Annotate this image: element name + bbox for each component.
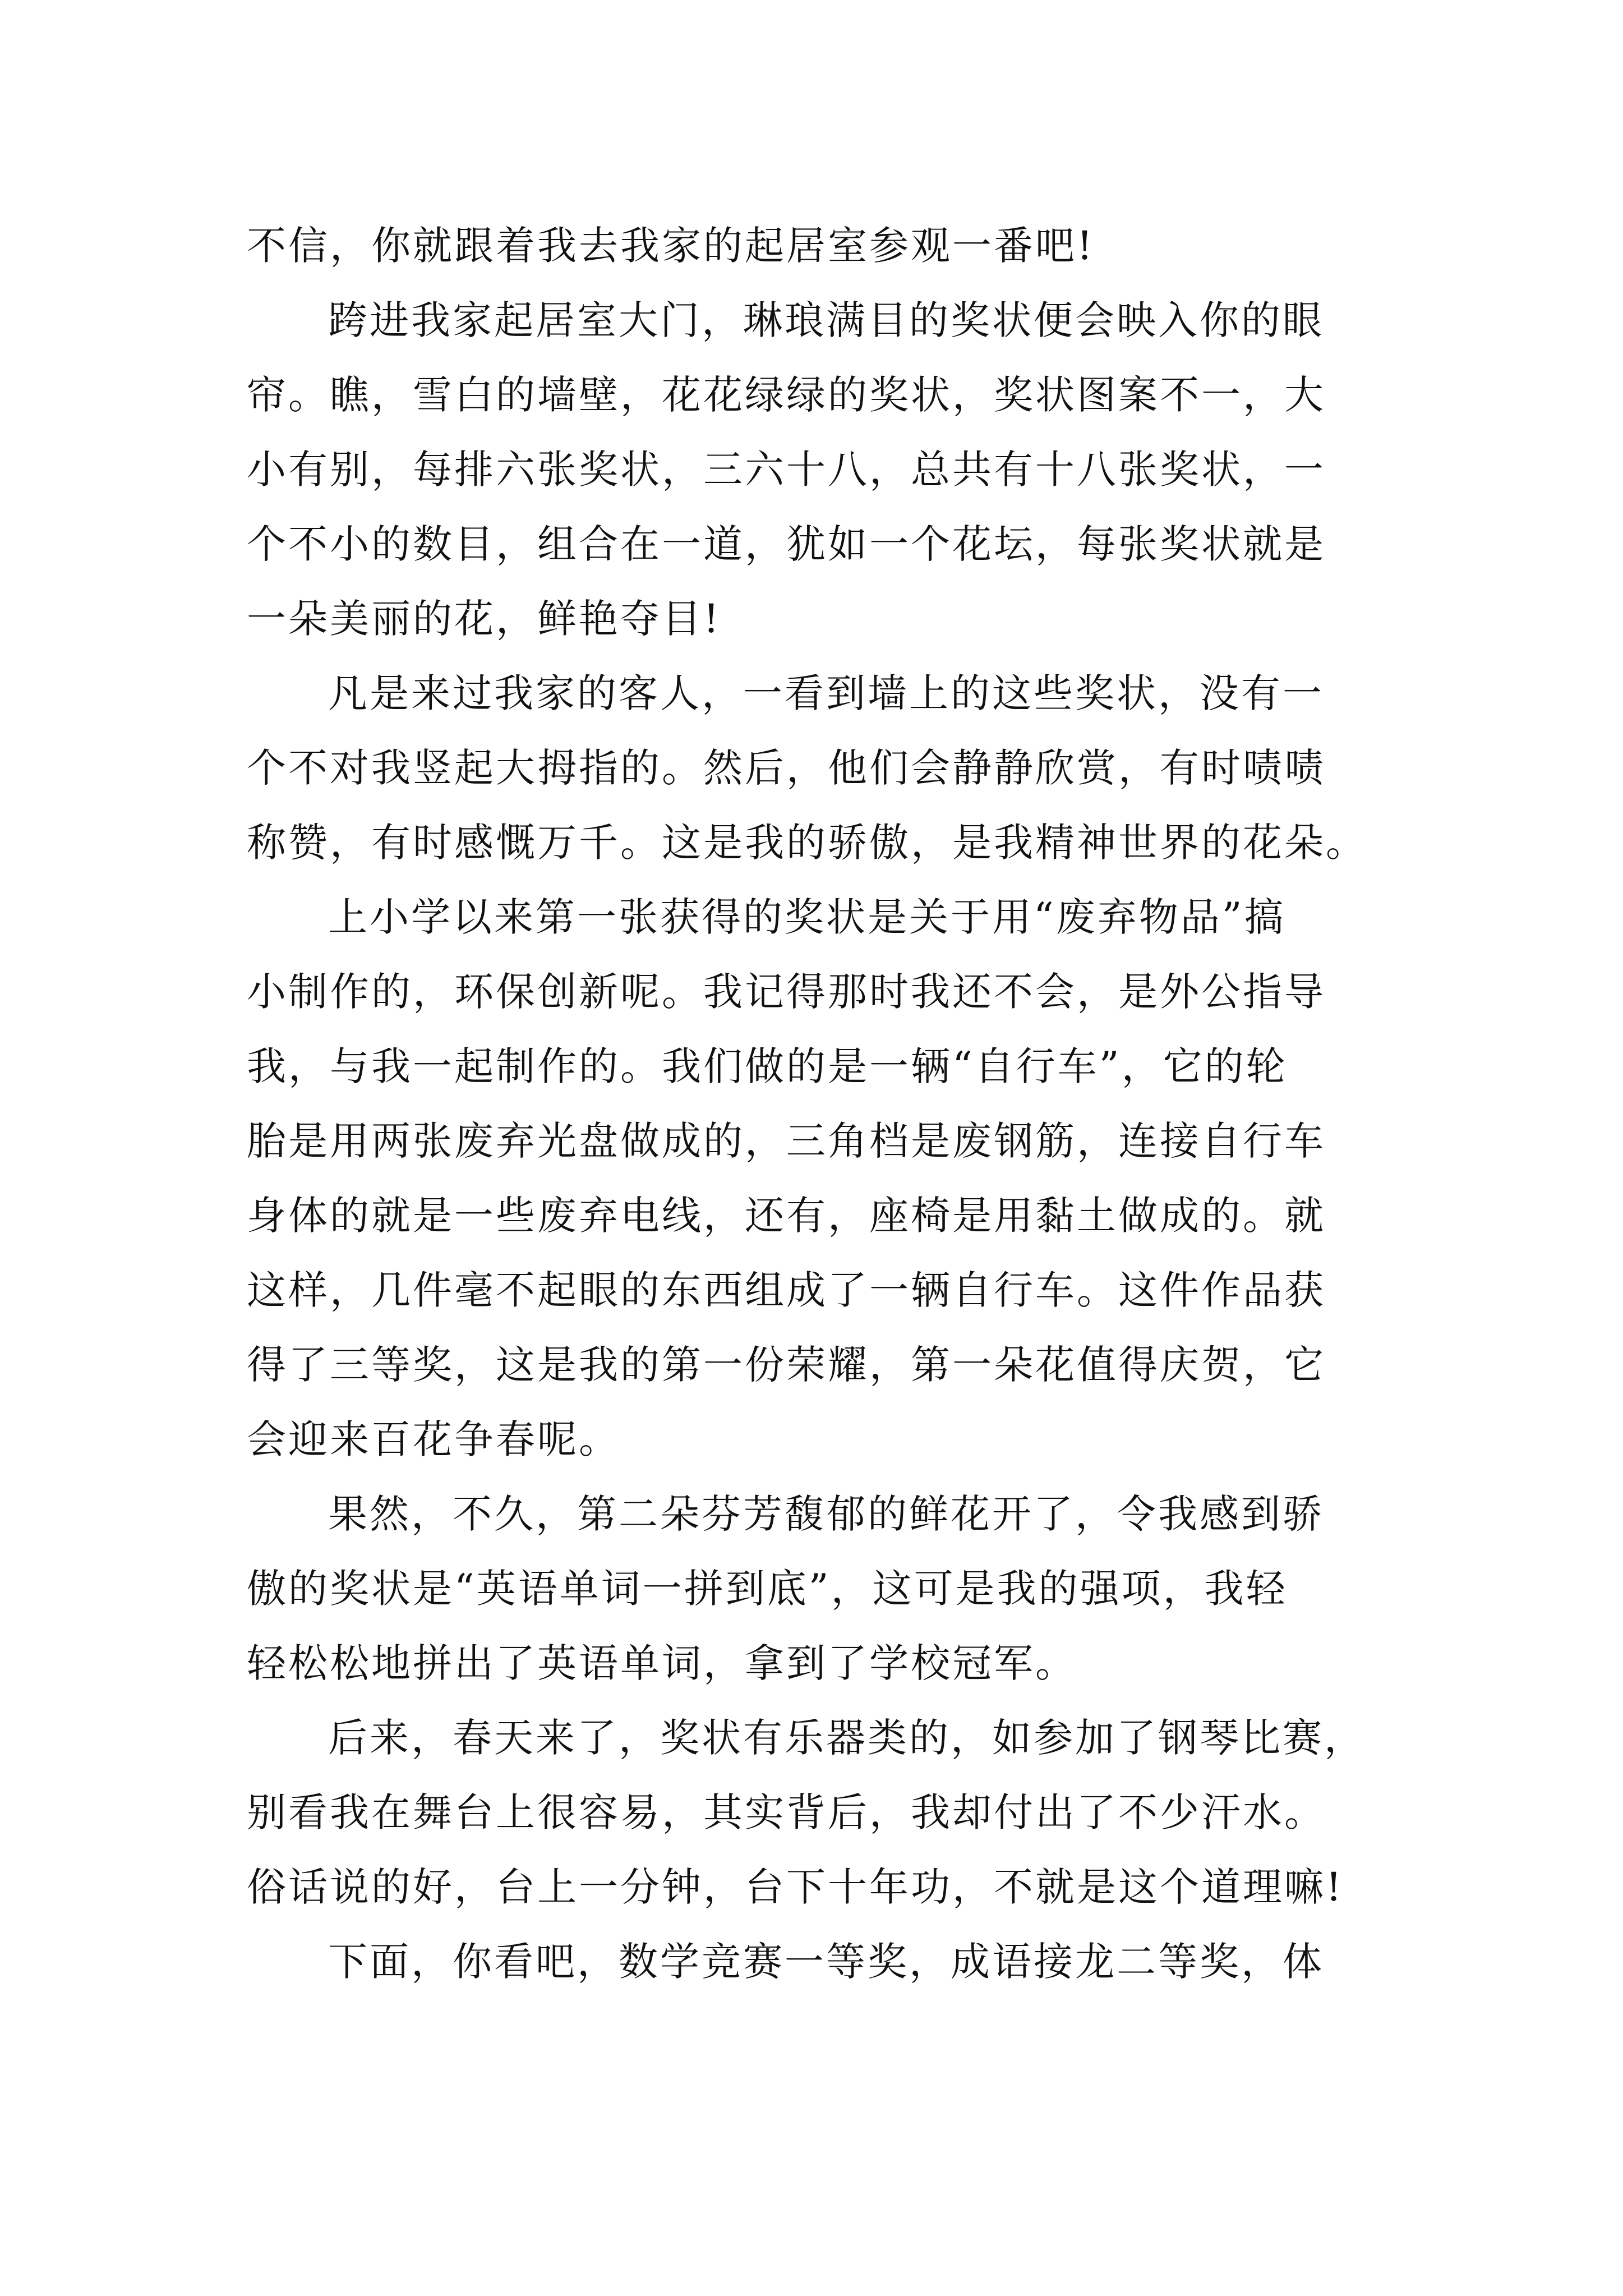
text-line: 上小学以来第一张获得的奖状是关于用“废弃物品”搞 — [328, 894, 1286, 940]
text-line: 我，与我一起制作的。我们做的是一辆“自行车”，它的轮 — [247, 1043, 1288, 1089]
text-line: 称赞，有时感慨万千。这是我的骄傲，是我精神世界的花朵。 — [247, 820, 1367, 866]
text-line: 小有别，每排六张奖状，三六十八，总共有十八张奖状，一 — [247, 447, 1326, 493]
text-line: 别看我在舞台上很容易，其实背后，我却付出了不少汗水。 — [247, 1789, 1326, 1835]
text-line: 傲的奖状是“英语单词一拼到底”，这可是我的强项，我轻 — [247, 1566, 1288, 1612]
text-line: 会迎来百花争春呢。 — [247, 1416, 620, 1462]
text-line: 小制作的，环保创新呢。我记得那时我还不会，是外公指导 — [247, 969, 1326, 1015]
text-line: 个不对我竖起大拇指的。然后，他们会静静欣赏，有时啧啧 — [247, 745, 1326, 791]
text-line: 得了三等奖，这是我的第一份荣耀，第一朵花值得庆贺，它 — [247, 1342, 1326, 1388]
text-line: 个不小的数目，组合在一道，犹如一个花坛，每张奖状就是 — [247, 521, 1326, 567]
text-line: 下面，你看吧，数学竞赛一等奖，成语接龙二等奖，体 — [328, 1939, 1324, 1985]
text-line: 凡是来过我家的客人，一看到墙上的这些奖状，没有一 — [328, 670, 1324, 716]
text-line: 胎是用两张废弃光盘做成的，三角档是废钢筋，连接自行车 — [247, 1118, 1326, 1164]
text-line: 果然，不久，第二朵芬芳馥郁的鲜花开了，令我感到骄 — [328, 1491, 1324, 1537]
text-line: 俗话说的好，台上一分钟，台下十年功，不就是这个道理嘛! — [247, 1864, 1344, 1910]
essay-body — [247, 209, 1385, 1999]
text-line: 不信，你就跟着我去我家的起居室参观一番吧! — [247, 223, 1095, 269]
text-line: 轻松松地拼出了英语单词，拿到了学校冠军。 — [247, 1640, 1077, 1686]
text-line: 帘。瞧，雪白的墙壁，花花绿绿的奖状，奖状图案不一，大 — [247, 372, 1326, 418]
text-line: 跨进我家起居室大门，琳琅满目的奖状便会映入你的眼 — [328, 297, 1324, 343]
text-line: 后来，春天来了，奖状有乐器类的，如参加了钢琴比赛， — [328, 1715, 1366, 1761]
text-line: 身体的就是一些废弃电线，还有，座椅是用黏土做成的。就 — [247, 1193, 1326, 1239]
text-line: 一朵美丽的花，鲜艳夺目! — [247, 596, 722, 642]
text-line: 这样，几件毫不起眼的东西组成了一辆自行车。这件作品获 — [247, 1267, 1326, 1313]
